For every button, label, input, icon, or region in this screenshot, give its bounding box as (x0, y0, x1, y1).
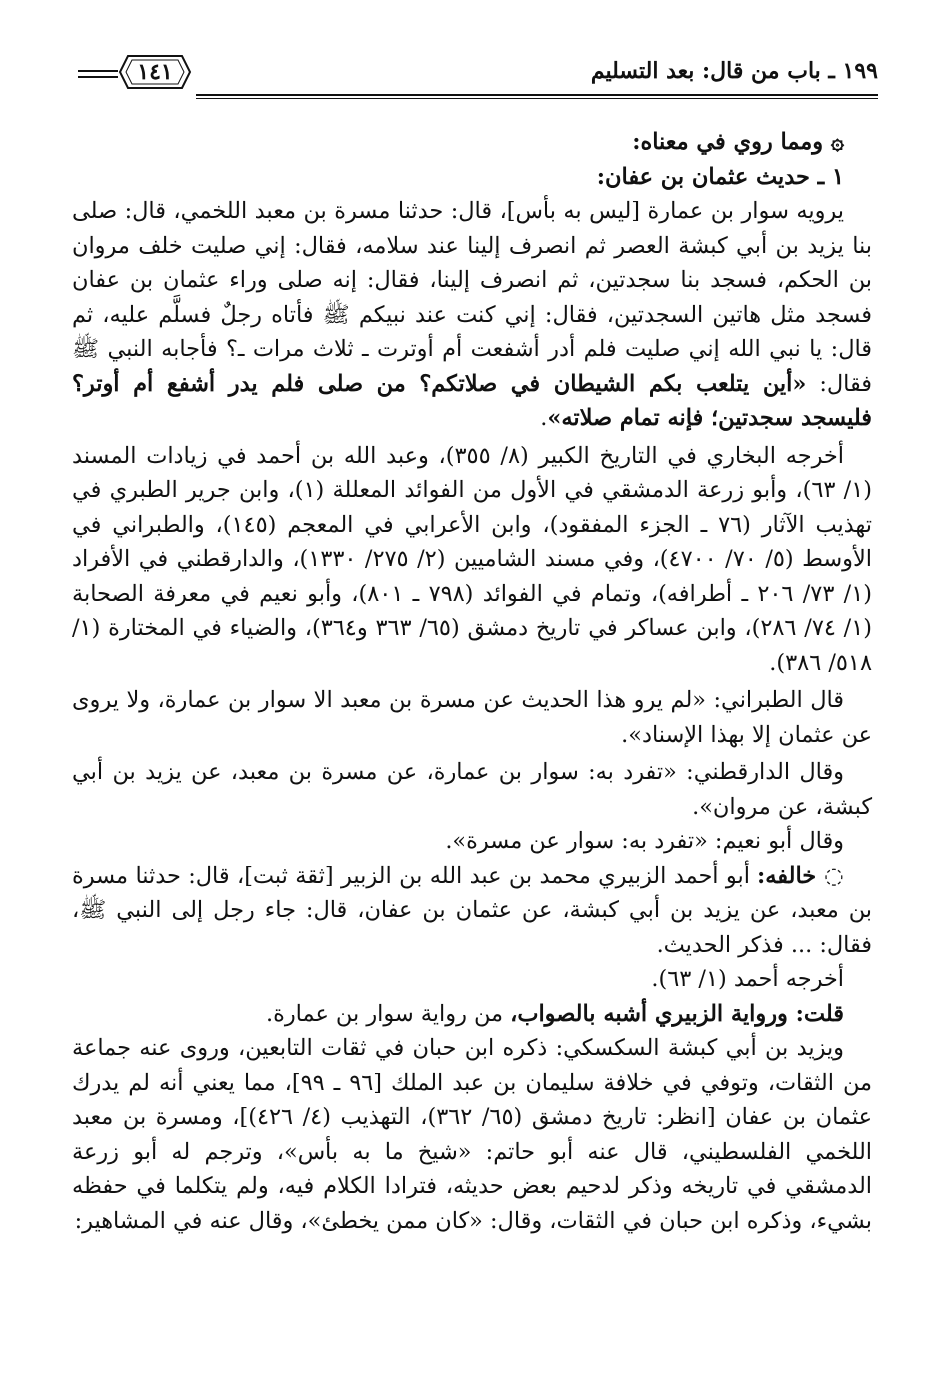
paragraph-8-text: من رواية سوار بن عمارة. (266, 1000, 511, 1027)
paragraph-3: قال الطبراني: «لم يرو هذا الحديث عن مسرة بن معبد الا سوار بن عمارة، ولا يروى عن عثمان إلا بهذا الإسناد». (72, 687, 872, 748)
paragraph-9: ويزيد بن أبي كبشة السكسكي: ذكره ابن حبان في ثقات التابعين، وروى عنه جماعة من الثقات، وتوفي في خلافة سليمان بن عبد الملك [٩٦ ـ ٩٩]، مما يعني أنه لم يدرك عثمان بن عفان [انظر: تاريخ دمشق (٦٥/ ٣٦٢)، التهذيب (٤/ ٤٢٦)]، ومسرة بن معبد اللخمي الفلسطيني، قال عنه أبو حاتم: «شيخ ما به بأس»، وترجم له أبو زرعة الدمشقي في تاريخه وذكر لدحيم بعض حديثه، فترادا الكلام فيه، ولم يتكلما في حفظه بشيء، وذكره ابن حبان في الثقات، وقال: «كان ممن يخطئ»، وقال عنه في المشاهير: (72, 1035, 873, 1234)
header-rule-left (78, 70, 118, 72)
header-rule (196, 94, 878, 96)
page-number: ١٤١ (137, 59, 173, 85)
page-number-frame (118, 52, 192, 92)
hadith-heading: ١ ـ حديث عثمان بن عفان: (596, 163, 844, 190)
header-rule-thin (196, 98, 878, 99)
paragraph-1 (72, 194, 872, 436)
header-rule-left-2 (78, 76, 118, 78)
paragraph-4: وقال الدارقطني: «تفرد به: سوار بن عمارة، عن مسرة بن معبد، عن يزيد بن أبي كبشة، عن مروان». (72, 759, 872, 820)
paragraph-5: وقال أبو نعيم: «تفرد به: سوار عن مسرة». (445, 828, 844, 854)
section-heading: ۞ ومما روي في معناه: (632, 129, 844, 155)
qultu-label: قلت: ورواية الزبيري أشبه بالصواب، (510, 1000, 844, 1027)
paragraph-1-end: . (540, 405, 548, 431)
paragraph-6-text: أبو أحمد الزبيري محمد بن عبد الله بن الزبير [ثقة ثبت]، قال: حدثنا مسرة بن معبد، عن يزيد بن أبي كبشة، عن عثمان بن عفان، قال: جاء رجل إلى النبي ﷺ، فقال: ... فذكر الحديث. (72, 862, 872, 958)
paragraph-2: أخرجه البخاري في التاريخ الكبير (٨/ ٣٥٥)، وعبد الله بن أحمد في زيادات المسند (١/ ٦٣)، وأبو زرعة الدمشقي في الأول من الفوائد المعللة (١)، وابن جرير الطبري في تهذيب الآثار (٧٦ ـ الجزء المفقود)، وابن الأعرابي في المعجم (١٤٥)، والطبراني في الأوسط (٥/ ٧٠/ ٤٧٠٠)، وفي مسند الشاميين (٢/ ٢٧٥/ ١٣٣٠)، والدارقطني في الأفراد (١/ ٧٣/ ٢٠٦ ـ أطرافه)، وتمام في الفوائد (٧٩٨ ـ ٨٠١)، وأبو نعيم في معرفة الصحابة (١/ ٧٤/ ٢٨٦)، وابن عساكر في تاريخ دمشق (٦٥/ ٣٦٣ و٣٦٤)، والضياء في المختارة (١/ ٥١٨/ ٣٨٦). (72, 442, 873, 676)
khalafahu-label: ◌ خالفه: (757, 862, 844, 889)
chapter-title: ١٩٩ ـ باب من قال: بعد التسليم (590, 58, 878, 84)
page-content (72, 125, 872, 1238)
paragraph-6 (72, 859, 872, 963)
paragraph-8 (72, 997, 872, 1032)
paragraph-1-text: يرويه سوار بن عمارة [ليس به بأس]، قال: حدثنا مسرة بن معبد اللخمي، قال: صلى بنا يزيد بن أبي كبشة العصر ثم انصرف إلينا عند سلامه، فقال: إني صليت خلف مروان بن الحكم، فسجد بنا سجدتين، ثم انصرف إلينا، فقال: إنه صلى وراء عثمان بن عفان فسجد مثل هاتين السجدتين، فقال: إني كنت عند نبيكم ﷺ فأتاه رجلٌ فسلَّم عليه، ثم قال: يا نبي الله إني صليت فلم أدر أشفعت أم أوترت ـ ثلاث مرات ـ؟ فأجابه النبي ﷺ فقال: (72, 198, 872, 397)
prophet-quote: «أين يتلعب بكم الشيطان في صلاتكم؟ من صلى فلم يدر أشفع أم أوتر؟ فليسجد سجدتين؛ فإنه تمام صلاته» (72, 370, 872, 431)
paragraph-7: أخرجه أحمد (١/ ٦٣). (651, 966, 844, 992)
page-header (78, 52, 878, 100)
